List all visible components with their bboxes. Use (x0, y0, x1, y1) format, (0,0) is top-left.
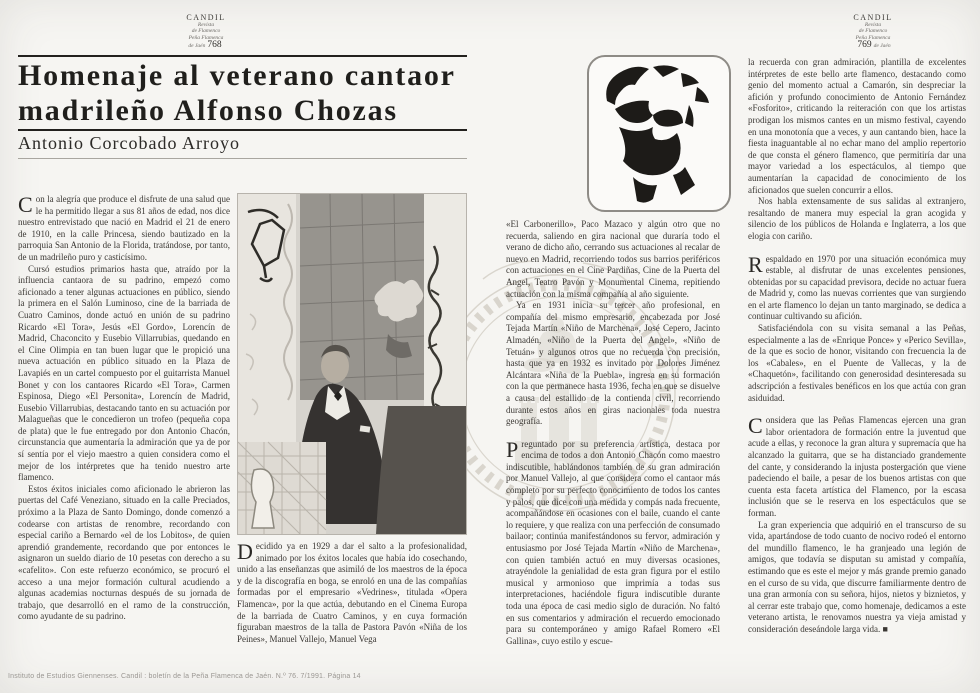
masthead-right-sub4: de Jaén (873, 43, 891, 50)
paragraph (237, 541, 467, 645)
masthead-left-sub3: Peña Flamenca (188, 34, 224, 41)
title-rule-top (18, 55, 467, 57)
dropcap-initial: D (237, 541, 253, 564)
masthead-left-title: CANDIL (186, 13, 226, 22)
masthead-right-last (833, 41, 913, 50)
paragraph (18, 194, 230, 264)
left-page-column-2 (237, 541, 467, 667)
page-number-left: 768 (207, 40, 222, 51)
alfonso-chozas-photo (237, 193, 467, 535)
paragraph-text: on la alegría que produce el disfrute de una salud que le ha permitido llegar a sus 81 años de edad, nos dice nuestro entrevistado que nació en Madrid el 21 de enero de 1910, en la calle Princesa, siendo bautizado en la parroquia San Antonio de la Florida, tratándose, por tanto, de un madrileño puro y casticísimo. (18, 194, 230, 262)
right-page-column-1 (506, 219, 720, 665)
paragraph (748, 415, 966, 519)
masthead-right (833, 13, 913, 50)
portrait-illustration (587, 55, 731, 212)
paragraph: Ya en 1931 inicia su tercer año profesional, en compañía del mismo empresario, encabezada por José Tejada Martín «Niño de Marchena», José Cepero, Jacinto Almadén, «Niño de la Puerta del Angel», «Niño de Tetuán» y algunos otros que no recuerda con precisión, hasta que ya en 1932 es invitado por Dolores Jiménez Alcántara «Niña de la Puebla», ingresa en su formación con la que permanece hasta 1936, fecha en que se disuelve a causa del estallido de la contienda civil, recorriendo durante estos años en giras nacionales toda nuestra geografía. (506, 300, 720, 427)
masthead-left-sub2: de Flamenco (191, 28, 221, 35)
masthead-right-sub2: de Flamenco (858, 28, 888, 35)
dropcap-initial: R (748, 251, 763, 277)
dropcap-initial: C (748, 413, 763, 439)
masthead-left-sub1: Revista (197, 22, 215, 28)
dropcap-initial: P (506, 436, 519, 462)
paragraph: Estos éxitos iniciales como aficionado le abrieron las puertas del Café Veneziano, situado en la calle Preciados, próximo a la Plaza de Santo Domingo, donde comenzó a codearse con artistas de renombre, recordando con especial cariño a Bernardo «el de los Lobitos», de quien aprendió grandemente, recordando que por entonces le asignaron un sueldo diario de 10 pesetas con derecho a su «cafelito». Con este refuerzo económico, se procuró el acceso a una mejor formación cultural acudiendo a algunas academias nocturnas después de su jornada de trabajo, que desarrolló en el ramo de la construcción, como ayudante de su padrino. (18, 483, 230, 622)
article-title-line1: Homenaje al veterano cantaor (18, 59, 456, 92)
paragraph: Nos habla extensamente de sus salidas al extranjero, resaltando de manera muy especial la gran acogida y silencio de los públicos de Holanda e Inglaterra, a los que elogia con cariño. (748, 196, 966, 241)
paragraph-text: espaldado en 1970 por una situación económica muy estable, al disfrutar de unas excelentes pensiones, obtenidas por su capacidad previsora, decide no actuar fuera de Madrid y, como las nuevas corrientes que van surgiendo en el arte flamenco lo dejan un tanto marginado, se dedica a continuar cultivando su afición. (748, 253, 966, 322)
paragraph-text: reguntado por su preferencia artística, destaca por encima de todos a don Antonio Chacón como maestro indiscutible, hablándonos también de su gran admiración por Manuel Vallejo, al que considera como el cantaor más completo por su perfecto conocimiento de todos los cantes y palos, que dice con una medida y compás nada frecuente, acompañándose en ocasiones con el baile, cuando el cante lo requiere, y que realiza con una perfección de consumado bailaor; continúa manifestándonos su fervor, admiración y entusiasmo por José Tejada Martín «Niño de Marchena», con quien también actuó en muy diversas ocasiones, atrayéndole la genialidad de esta gran figura por el estilo musical y armonioso que imprimía a todas sus interpretaciones, haciéndole figura indiscutible durante toda una época de casi medio siglo de duración. No faltó en sus comentarios y admiración el recuerdo emocionado para su contemporáneo y amigo Rafael Romero «El Gallina», cuyo estilo y escue- (506, 438, 720, 646)
title-rule-bottom (18, 158, 467, 159)
paragraph (506, 436, 720, 648)
masthead-left-last (166, 41, 246, 50)
paragraph-text: ecidido ya en 1929 a dar el salto a la profesionalidad, animado por los éxitos locales que había ido cosechando, unido a las enseñanzas que asimiló de los maestros de la época y de la discografía en boga, se enroló en una de las compañías formadas por el empresario «Vedrines», titulada «Opera Flamenca», por la que actúa, debutando en el Cinema Europa de la barriada de Cuatro Caminos, y en cuya formación figuraban maestros de la talla de Pastora Pavón «Niña de los Peines», Manuel Vallejo, Manuel Vega (237, 541, 467, 644)
left-page-column-1 (18, 194, 230, 662)
paragraph: La gran experiencia que adquirió en el transcurso de su vida, apartándose de todo cuanto de nocivo rodeó el entorno del mundillo flamenco, le ha granjeado una legión de amigos, que todavía se disputan su amistad y compañía, estimando que es este el mejor y más grande premio ganado en el curso de su vida, que discurre familiarmente dentro de una gran armonía con su señora, hijos, nietos y biznietos, y al cerrar este trabajo que, como homenaje, dedicamos a este veterano artista, le renovamos nuestra ya vieja amistad y consideración deseándole larga vida. ■ (748, 519, 966, 634)
paragraph: Satisfaciéndola con su visita semanal a las Peñas, especialmente a las de «Enrique Ponce» y «Perico Sevilla», de la que es socio de honor, visitando con frecuencia la de los «Cabales», en el Puente de Vallecas, y la de «Chaquetón», facilitando con generosidad desinteresada su adscripción a festivales benéficos en los que actúa con gran asiduidad. (748, 323, 966, 403)
paragraph: la recuerda con gran admiración, plantilla de excelentes intérpretes de este bello arte flamenco, destacando como genio del momento actual a Camarón, sin despreciar la afición y profundo conocimiento de Antonio Fernández «Fosforito», criticando la reiteración con que los artistas prodigan los mismos cantes en un mismo festival, cayendo en una monotonía que a veces, y aun cantando bien, hace la fiesta inaguantable al no echar mano del amplio repertorio de que consta el género flamenco, que permitiría dar una mayor variedad a los espectáculos, al tiempo que aumentarían la capacidad de conocimiento de los aficionados que suelen concurrir a ellos. (748, 57, 966, 195)
masthead-left-sub4: de Jaén (188, 43, 206, 50)
paragraph (748, 251, 966, 324)
paragraph-text: onsidera que las Peñas Flamencas ejercen una gran labor orientadora de formación entre la juventud que acude a ellas, y reconoce la gran altura y supremacía que ha alcanzado la guitarra, que se ha distanciado grandemente del cante, y considerando la injusta postergación que viene padeciendo el baile, a pesar de los buenos artistas con que cuenta esta faceta artística del Flamenco, por la escasa inclusión que se le reserva en los espectáculos que se forman. (748, 415, 966, 518)
page-number-right: 769 (857, 40, 872, 51)
paragraph: Cursó estudios primarios hasta que, atraído por la influencia cantaora de su padrino, empezó como aficionado a tener algunas actuaciones en público, siendo la primera en el Salón Luminoso, cine de la barriada de Cuatro Caminos, donde actuó en unión de su padrino Ricardo «El Tora», Jesús «El Gordo», Lorencín de Madrid, Chaconcito y Eusebio Villarrubias, quedando en el Cine Olimpia en tan buen lugar que le propició una nueva actuación en público situado en la Plaza de Lavapiés en un cartel compuesto por el guitarrista Manuel Bonet y con los cantaores Ricardo «El Tora», Carmen Espinosa, Diego «El Personita», Lorencín de Madrid, Eusebio Villarrubias, destacando tanto en su actuación por Malagueñas que le concedieron un trofeo (pequeña copa de plata) que le fue entregado por don Antonio Chacón, circunstancia que aumentaría la admiración que ya de por sí sentía por el viejo maestro a quien considera como el mejor de los intérpretes que ha tenido nuestro arte flamenco. (18, 263, 230, 483)
masthead-right-title: CANDIL (853, 13, 893, 22)
photo-illustration (238, 194, 466, 534)
masthead-right-sub1: Revista (864, 22, 882, 28)
right-page-column-2 (748, 57, 966, 669)
masthead-right-sub3: Peña Flamenca (855, 34, 891, 41)
title-rule-middle (18, 129, 467, 131)
dropcap-initial: C (18, 194, 33, 217)
masthead-left (166, 13, 246, 50)
article-title (18, 58, 478, 128)
article-title-line2: madrileño Alfonso Chozas (18, 94, 398, 127)
article-author: Antonio Corcobado Arroyo (18, 133, 240, 153)
paragraph: «El Carbonerillo», Paco Mazaco y algún otro que no recuerda, saliendo en gira nacional que duraría todo el verano de dicho año, cerrando sus actuaciones al recalar de nuevo en Madrid, recorriendo todos sus barrios periféricos con actuaciones en el Cine Pardiñas, Cine de la Puerta del Angel, Teatro Pavón y Monumental Cinema, repitiendo actuación con la misma compañía al año siguiente. (506, 219, 720, 299)
footer-credit: Instituto de Estudios Giennenses. Candil : boletín de la Peña Flamenca de Jaén. N.º 76. 7/1991. Página 14 (8, 673, 361, 680)
